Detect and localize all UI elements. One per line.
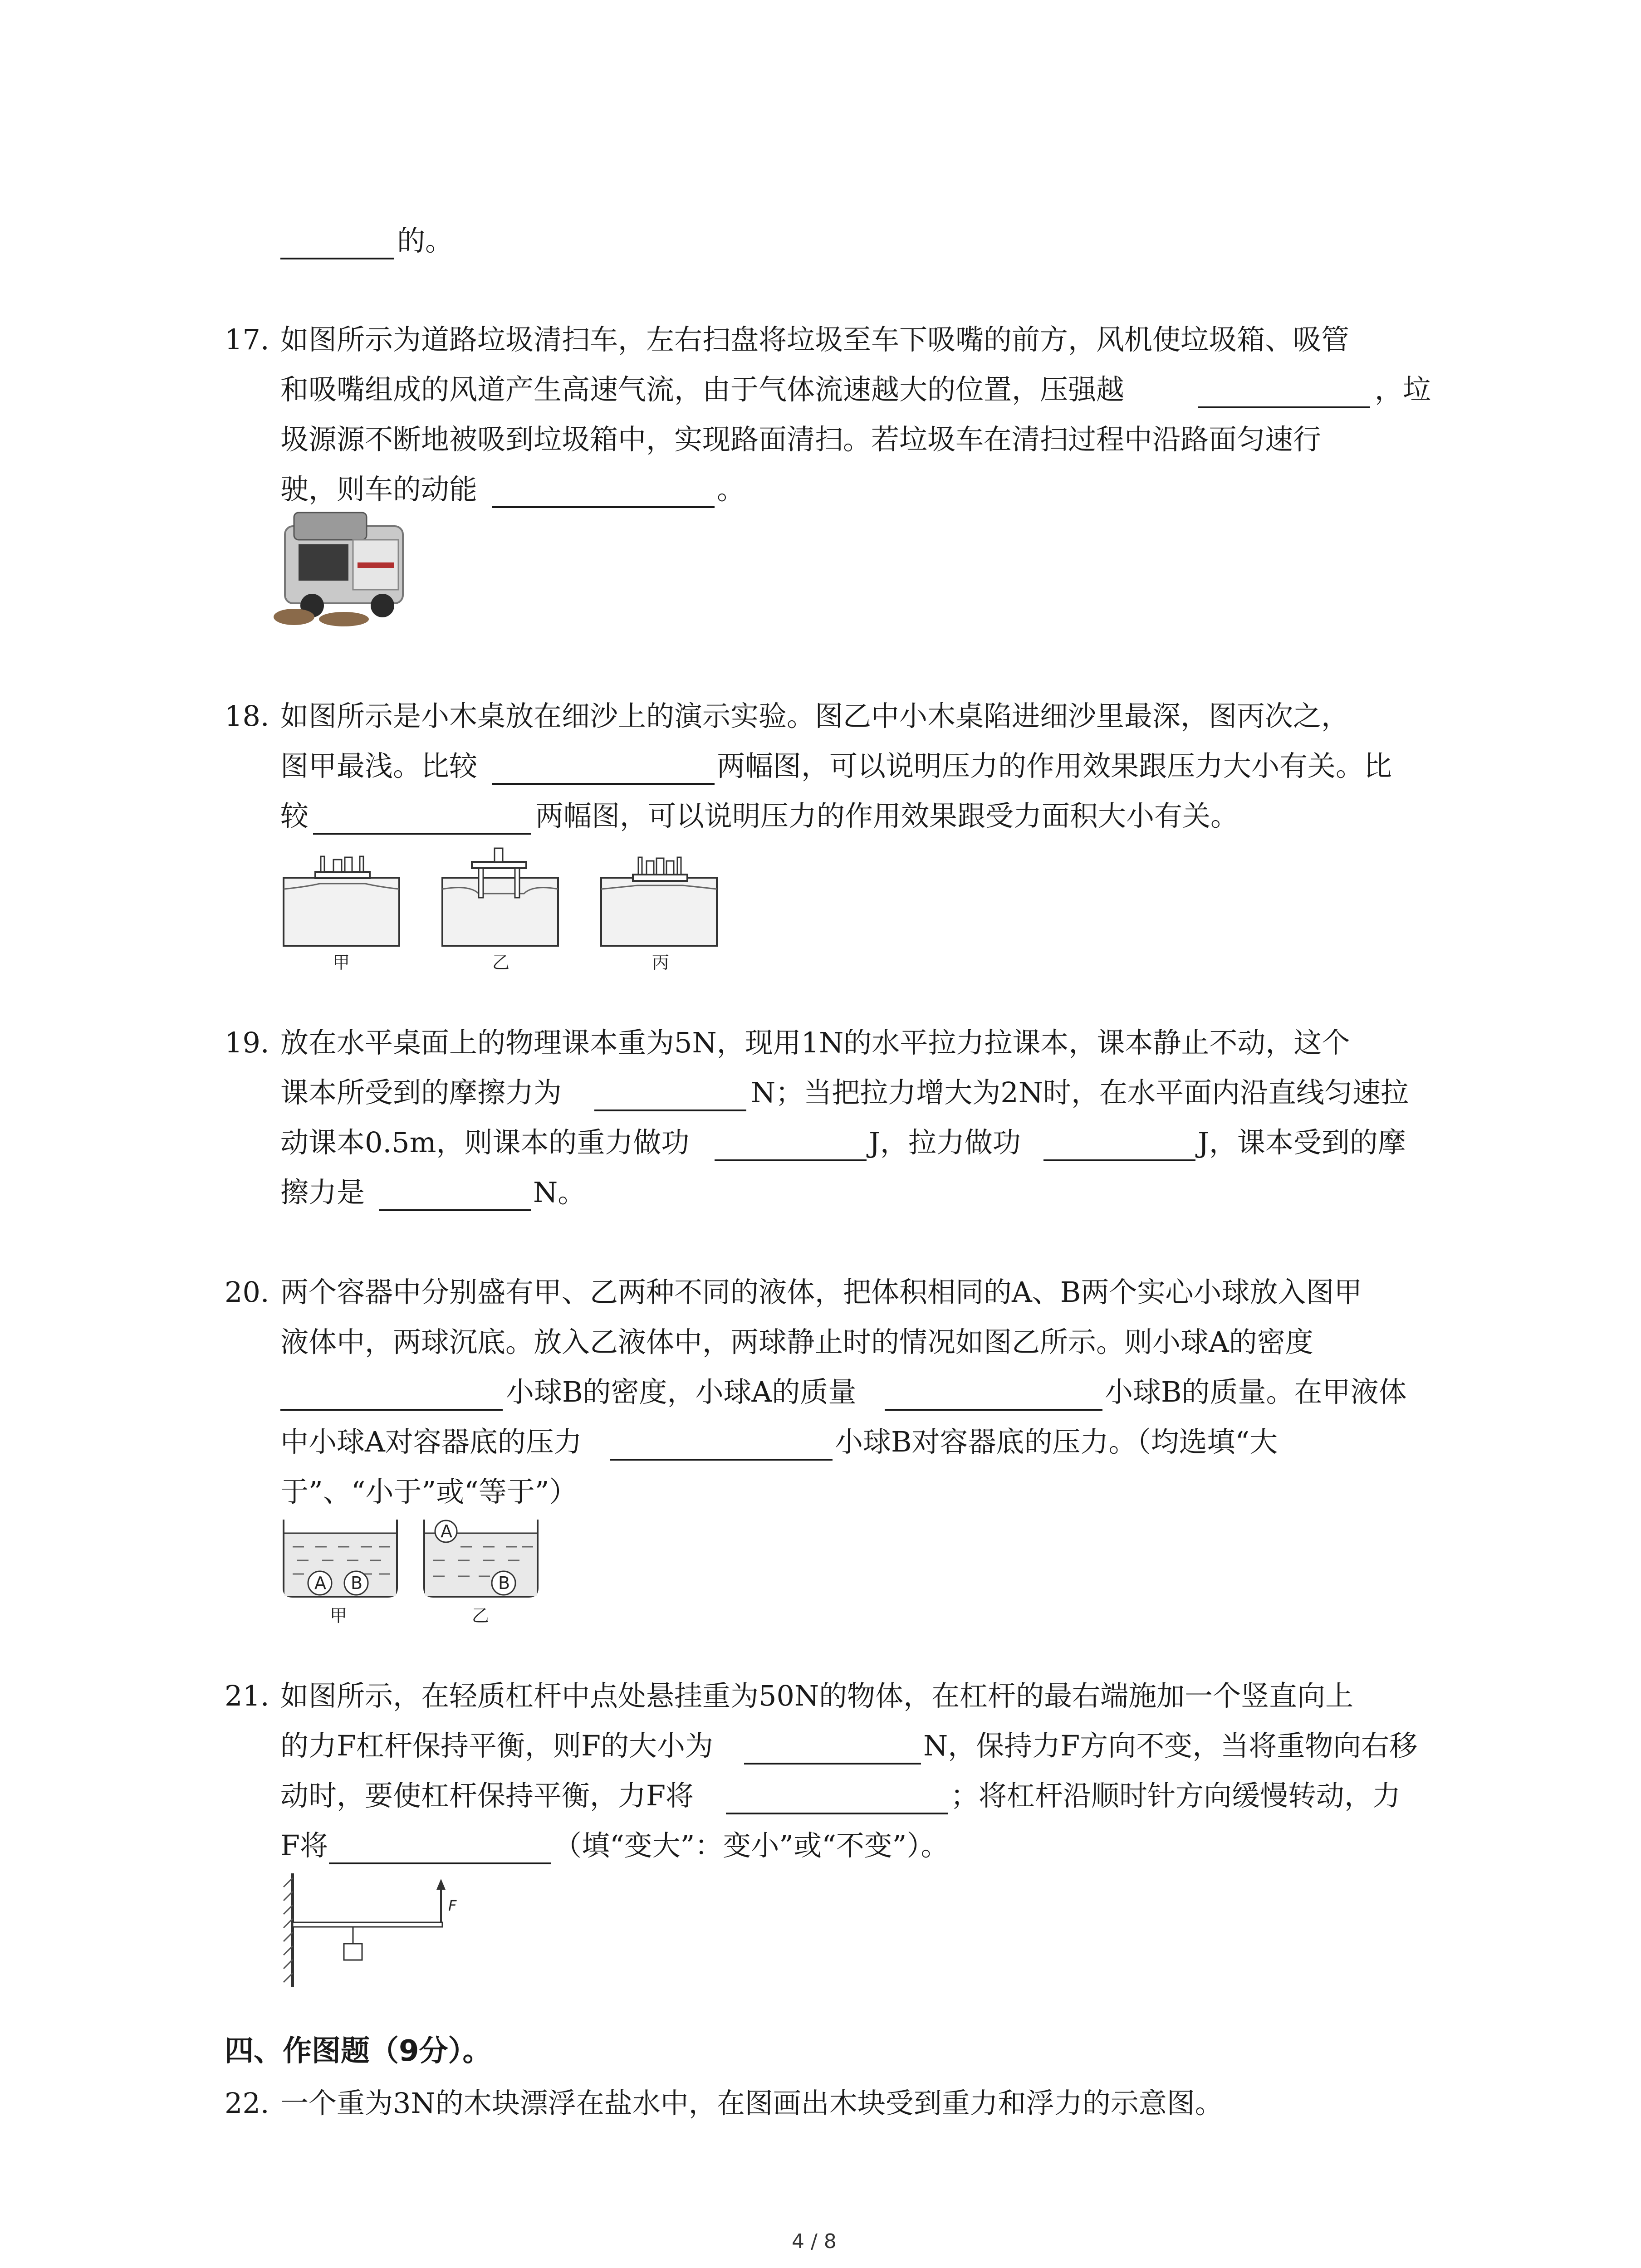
caption-jia: 甲	[333, 953, 350, 973]
q21-line2b: N，保持力F方向不变，当将重物向右移	[923, 1729, 1418, 1762]
q20-line3b: 小球B的质量。在甲液体	[1105, 1375, 1407, 1408]
ball-a-yi: A	[441, 1521, 452, 1541]
q18-line2a: 图甲最浅。比较	[280, 749, 478, 782]
q19-number: 19.	[225, 1026, 269, 1059]
q16-tail: 的。	[397, 224, 454, 257]
q17-number: 17.	[225, 323, 269, 356]
q17-line2b: ，垃	[1375, 373, 1431, 406]
q17-line1: 如图所示为道路垃圾清扫车，左右扫盘将垃圾至车下吸嘴的前方，风机使垃圾箱、吸管	[280, 323, 1350, 356]
container-yi	[424, 1520, 538, 1626]
liquid-containers-figure	[279, 1510, 588, 1628]
q20-number: 20.	[225, 1276, 269, 1309]
force-label: F	[448, 1897, 457, 1914]
q17-line3: 圾源源不断地被吸到垃圾箱中，实现路面清扫。若垃圾车在清扫过程中沿路面匀速行	[280, 423, 1322, 456]
q20-line3a: 小球B的密度，小球A的质量	[506, 1375, 857, 1408]
q21-line3a: 动时，要使杠杆保持平衡，力F将	[280, 1779, 694, 1812]
q17-line4b: 。	[717, 473, 745, 506]
q20-line2: 液体中，两球沉底。放入乙液体中，两球静止时的情况如图乙所示。则小球A的密度	[280, 1325, 1313, 1359]
tray-jia	[284, 856, 399, 973]
q18-line1: 如图所示是小木桌放在细沙上的演示实验。图乙中小木桌陷进细沙里最深，图丙次之，	[280, 699, 1350, 733]
q19-line3b: J，拉力做功	[869, 1126, 1021, 1159]
q19-blank-static-friction[interactable]	[594, 1110, 746, 1111]
q21-blank-force-size[interactable]	[744, 1763, 921, 1765]
q22-line1: 一个重为3N的木块漂浮在盐水中，在图画出木块受到重力和浮力的示意图。	[280, 2087, 1223, 2120]
q18-line2b: 两幅图，可以说明压力的作用效果跟压力大小有关。比	[717, 749, 1392, 782]
street-sweeper-image	[276, 508, 426, 631]
q19-line4b: N。	[533, 1176, 586, 1209]
q17-blank-pressure[interactable]	[1198, 406, 1370, 408]
tray-bing	[601, 857, 717, 973]
tray-yi	[442, 848, 558, 973]
q18-number: 18.	[225, 699, 269, 733]
caption-yi: 乙	[492, 953, 510, 973]
q20-blank-mass[interactable]	[885, 1409, 1102, 1411]
q20-blank-pressure-force[interactable]	[610, 1459, 833, 1461]
q19-line2b: N；当把拉力增大为2N时，在水平面内沿直线匀速拉	[751, 1076, 1409, 1109]
q19-line3c: J，课本受到的摩	[1198, 1126, 1406, 1159]
q21-number: 21.	[225, 1679, 269, 1712]
container-jia	[284, 1520, 397, 1626]
q16-answer-blank[interactable]	[280, 258, 394, 259]
q19-line2a: 课本所受到的摩擦力为	[280, 1076, 562, 1109]
ball-a-jia: A	[314, 1573, 326, 1593]
page-number: 4 / 8	[792, 2230, 837, 2253]
q20-line1: 两个容器中分别盛有甲、乙两种不同的液体，把体积相同的A、B两个实心小球放入图甲	[280, 1276, 1362, 1309]
q19-line4a: 擦力是	[280, 1176, 365, 1209]
q20-blank-density[interactable]	[280, 1409, 503, 1411]
sand-table-figure	[279, 844, 724, 971]
q18-line3b: 两幅图，可以说明压力的作用效果跟受力面积大小有关。	[535, 799, 1239, 832]
q21-line2a: 的力F杠杆保持平衡，则F的大小为	[280, 1729, 714, 1762]
q21-blank-force-change-move[interactable]	[726, 1813, 948, 1814]
q19-blank-pull-work[interactable]	[1043, 1159, 1195, 1161]
caption-bing: 丙	[652, 953, 670, 973]
q19-blank-sliding-friction[interactable]	[379, 1209, 531, 1211]
section-title: 四、作图题（9分）。	[225, 2034, 492, 2068]
caption-jia: 甲	[330, 1606, 348, 1626]
q17-blank-kinetic[interactable]	[492, 506, 715, 508]
q21-line4a: F将	[280, 1829, 328, 1862]
q20-line4a: 中小球A对容器底的压力	[280, 1425, 582, 1458]
q19-line3a: 动课本0.5m，则课本的重力做功	[280, 1126, 690, 1159]
q18-blank-area[interactable]	[313, 833, 531, 835]
q21-line1: 如图所示，在轻质杠杆中点处悬挂重为50N的物体，在杠杆的最右端施加一个竖直向上	[280, 1679, 1354, 1712]
q21-line4b: （填“变大”：变小”或“不变”）。	[554, 1829, 949, 1862]
q17-line2a: 和吸嘴组成的风道产生高速气流，由于气体流速越大的位置，压强越	[280, 373, 1125, 406]
caption-yi: 乙	[472, 1606, 490, 1626]
q19-blank-gravity-work[interactable]	[715, 1159, 867, 1161]
q18-line3a: 较	[280, 799, 309, 832]
q20-line4b: 小球B对容器底的压力。（均选填“大	[835, 1425, 1278, 1458]
ball-b-yi: B	[498, 1573, 510, 1593]
q17-line4a: 驶，则车的动能	[280, 473, 478, 506]
q21-blank-force-change-rotate[interactable]	[329, 1862, 551, 1864]
ball-b-jia: B	[351, 1573, 363, 1593]
q20-line5: 于”、“小于”或“等于”）	[280, 1475, 578, 1508]
q19-line1: 放在水平桌面上的物理课本重为5N，现用1N的水平拉力拉课本，课本静止不动，这个	[280, 1026, 1350, 1059]
lever-figure	[272, 1869, 463, 1991]
q22-number: 22.	[225, 2087, 269, 2120]
q18-blank-pressure-size[interactable]	[492, 783, 715, 785]
q21-line3b: ；将杠杆沿顺时针方向缓慢转动，力	[950, 1779, 1401, 1812]
